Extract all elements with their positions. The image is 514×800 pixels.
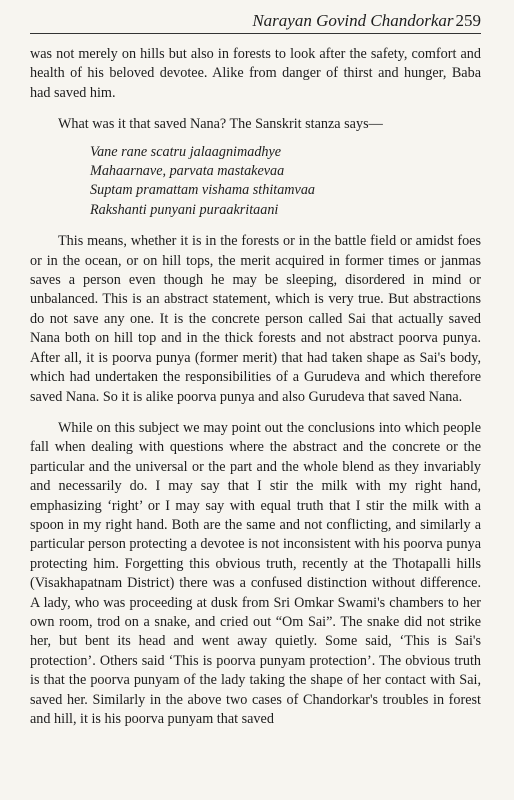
stanza-line-2: Mahaarnave, parvata mastakevaa [90,163,285,180]
paragraph-3: This means, whether it is in the forests or in the battle field or amidst foes or in the ocean, or on hill tops, the merit acquired in former times or janmas saves a person even though he may be sleeping, disordered in mind or unbalanced. This is an abstract statement, which is very true. But abstractions do not save any one. It is the concrete person called Sai that actually saved Nana both on hill top and in the thick forests and not abstract poorva punya. After all, it is poorva punya (former merit) that had taken shape as Sai's body, which had undertaken the responsibilities of a Gurudeva and which therefore saved Nana. So it is alike poorva punya and also Gurudeva that saved Nana. [30,233,481,405]
stanza-line-1: Vane rane scatru jalaagnimadhye [90,143,282,160]
stanza-line-3: Suptam pramattam vishama sthitamvaa [90,182,316,199]
page-header [30,0,481,34]
paragraph-1: was not merely on hills but also in forests to look after the safety, comfort and health of his beloved devotee. Alike from danger of thirst and hunger, Baba had saved him. [30,46,481,101]
running-title: Narayan Govind Chandorkar [252,11,454,30]
paragraph-4: While on this subject we may point out the conclusions into which people fall when dealing with questions where the abstract and the concrete or the particular and the universal or the part and the whole blend as they invariably and necessarily do. I may say that I stir the milk with my right hand, emphasizing ‘right’ or I may say with equal truth that I stir the milk with a spoon in my right hand. Both are the same and not conflicting, and similarly a particular person protecting a devotee is not inconsistent with his poorva punya protecting him. Forgetting this obvious truth, recently at the Thotapalli hills (Visakhapatnam District) there was a confused distinction without difference. A lady, who was proceeding at dusk from Sri Omkar Swami's chambers to her own room, trod on a snake, and cried out “Om Sai”. The snake did not strike her, but bent its head and went away quietly. Some said, ‘This is Sai's protection’. Others said ‘This is poorva punyam protection’. The obvious truth is that the poorva punyam of the lady taking the shape of her contact with Sai, saved her. Similarly in the above two cases of Chandorkar's troubles in forest and hill, it is his poorva punyam that saved [30,419,481,727]
stanza-line-4: Rakshanti punyani puraakritaani [90,201,279,218]
sanskrit-stanza [90,143,481,221]
paragraph-2: What was it that saved Nana? The Sanskrit stanza says— [58,116,383,133]
body-text [30,45,481,729]
page-number: 259 [455,11,481,30]
